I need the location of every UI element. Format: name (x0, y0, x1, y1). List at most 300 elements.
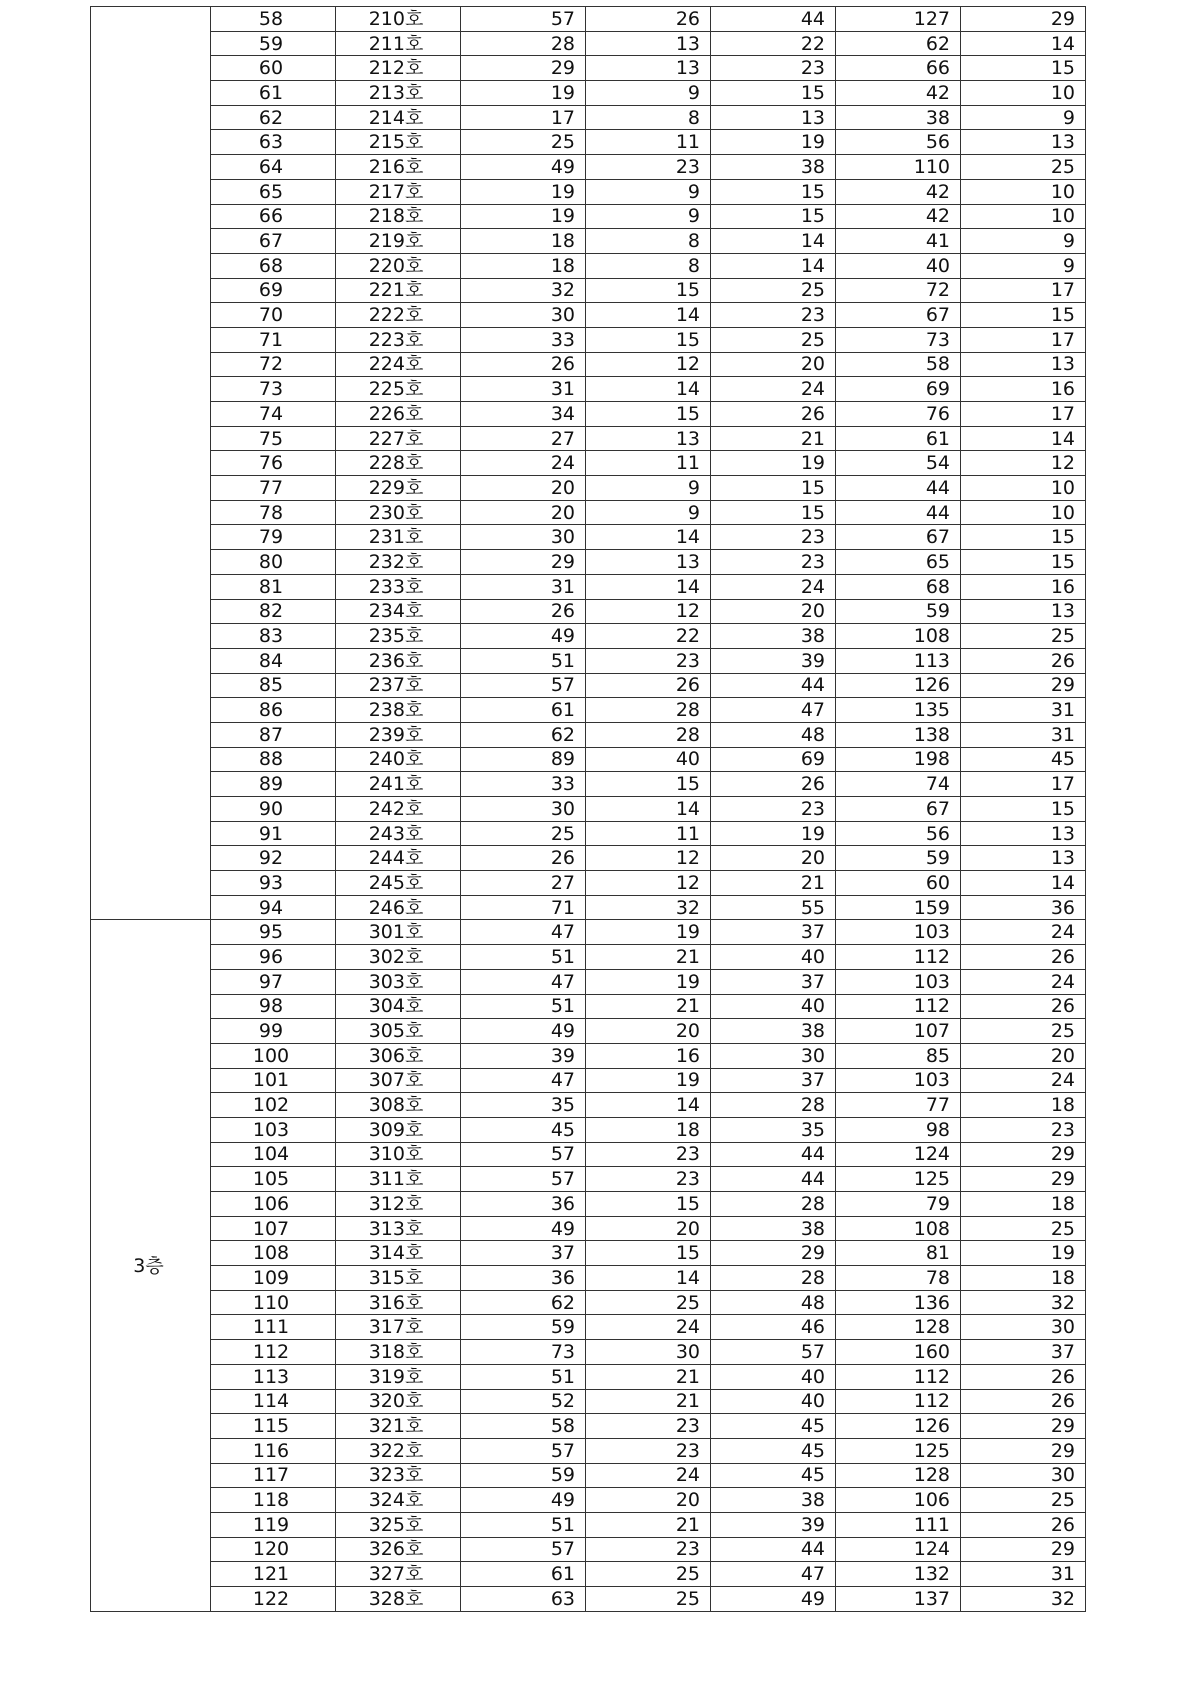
row-number-cell: 88 (211, 747, 336, 772)
row-number-cell: 99 (211, 1019, 336, 1044)
row-number-cell: 74 (211, 402, 336, 427)
room-cell: 235호 (336, 624, 461, 649)
value-cell: 38 (711, 1488, 836, 1513)
table-row (91, 229, 1086, 254)
row-number-cell: 98 (211, 994, 336, 1019)
room-cell: 326호 (336, 1537, 461, 1562)
value-cell: 9 (961, 253, 1086, 278)
table-row (91, 895, 1086, 920)
value-cell: 37 (711, 920, 836, 945)
table-row (91, 402, 1086, 427)
room-cell: 237호 (336, 673, 461, 698)
value-cell: 74 (836, 772, 961, 797)
value-cell: 29 (461, 56, 586, 81)
table-row (91, 31, 1086, 56)
value-cell: 30 (461, 303, 586, 328)
value-cell: 8 (586, 105, 711, 130)
value-cell: 17 (961, 278, 1086, 303)
value-cell: 23 (711, 56, 836, 81)
value-cell: 41 (836, 229, 961, 254)
value-cell: 13 (961, 352, 1086, 377)
value-cell: 25 (961, 155, 1086, 180)
row-number-cell: 76 (211, 451, 336, 476)
value-cell: 19 (461, 204, 586, 229)
value-cell: 15 (711, 81, 836, 106)
value-cell: 37 (711, 969, 836, 994)
value-cell: 30 (586, 1340, 711, 1365)
value-cell: 54 (836, 451, 961, 476)
value-cell: 30 (461, 797, 586, 822)
table-row (91, 1266, 1086, 1291)
value-cell: 20 (961, 1043, 1086, 1068)
value-cell: 132 (836, 1562, 961, 1587)
value-cell: 37 (961, 1340, 1086, 1365)
value-cell: 138 (836, 722, 961, 747)
value-cell: 59 (461, 1463, 586, 1488)
value-cell: 33 (461, 327, 586, 352)
value-cell: 42 (836, 204, 961, 229)
value-cell: 112 (836, 945, 961, 970)
value-cell: 49 (461, 624, 586, 649)
row-number-cell: 81 (211, 574, 336, 599)
value-cell: 13 (586, 56, 711, 81)
value-cell: 47 (461, 920, 586, 945)
value-cell: 32 (961, 1290, 1086, 1315)
table-row (91, 1512, 1086, 1537)
value-cell: 14 (586, 525, 711, 550)
value-cell: 23 (586, 648, 711, 673)
room-cell: 239호 (336, 722, 461, 747)
value-cell: 69 (711, 747, 836, 772)
table-row (91, 1315, 1086, 1340)
value-cell: 15 (961, 550, 1086, 575)
value-cell: 24 (711, 574, 836, 599)
value-cell: 21 (586, 994, 711, 1019)
value-cell: 36 (461, 1192, 586, 1217)
value-cell: 28 (586, 698, 711, 723)
value-cell: 32 (586, 895, 711, 920)
value-cell: 57 (461, 1142, 586, 1167)
value-cell: 29 (961, 1537, 1086, 1562)
room-cell: 301호 (336, 920, 461, 945)
row-number-cell: 91 (211, 821, 336, 846)
room-cell: 234호 (336, 599, 461, 624)
value-cell: 72 (836, 278, 961, 303)
value-cell: 31 (961, 698, 1086, 723)
room-cell: 216호 (336, 155, 461, 180)
room-cell: 229호 (336, 476, 461, 501)
row-number-cell: 100 (211, 1043, 336, 1068)
value-cell: 61 (836, 426, 961, 451)
value-cell: 18 (961, 1266, 1086, 1291)
row-number-cell: 90 (211, 797, 336, 822)
value-cell: 30 (961, 1315, 1086, 1340)
value-cell: 23 (711, 525, 836, 550)
row-number-cell: 80 (211, 550, 336, 575)
table-row (91, 204, 1086, 229)
room-cell: 302호 (336, 945, 461, 970)
value-cell: 89 (461, 747, 586, 772)
value-cell: 38 (711, 1019, 836, 1044)
row-number-cell: 114 (211, 1389, 336, 1414)
row-number-cell: 107 (211, 1216, 336, 1241)
row-number-cell: 106 (211, 1192, 336, 1217)
value-cell: 15 (586, 327, 711, 352)
value-cell: 24 (711, 377, 836, 402)
value-cell: 62 (461, 722, 586, 747)
value-cell: 31 (461, 377, 586, 402)
row-number-cell: 61 (211, 81, 336, 106)
value-cell: 29 (961, 1438, 1086, 1463)
value-cell: 103 (836, 920, 961, 945)
value-cell: 42 (836, 81, 961, 106)
row-number-cell: 86 (211, 698, 336, 723)
row-number-cell: 65 (211, 179, 336, 204)
value-cell: 67 (836, 303, 961, 328)
value-cell: 62 (461, 1290, 586, 1315)
room-cell: 226호 (336, 402, 461, 427)
table-row (91, 624, 1086, 649)
room-cell: 317호 (336, 1315, 461, 1340)
value-cell: 45 (711, 1438, 836, 1463)
value-cell: 15 (711, 500, 836, 525)
value-cell: 29 (961, 1142, 1086, 1167)
value-cell: 14 (586, 1266, 711, 1291)
row-number-cell: 84 (211, 648, 336, 673)
value-cell: 65 (836, 550, 961, 575)
room-cell: 217호 (336, 179, 461, 204)
value-cell: 19 (586, 920, 711, 945)
value-cell: 29 (711, 1241, 836, 1266)
data-table (90, 6, 1086, 1612)
value-cell: 23 (586, 1167, 711, 1192)
value-cell: 19 (461, 179, 586, 204)
value-cell: 26 (961, 1512, 1086, 1537)
value-cell: 29 (961, 1414, 1086, 1439)
table-row (91, 1537, 1086, 1562)
room-cell: 221호 (336, 278, 461, 303)
row-number-cell: 118 (211, 1488, 336, 1513)
room-cell: 245호 (336, 871, 461, 896)
value-cell: 19 (586, 1068, 711, 1093)
row-number-cell: 58 (211, 7, 336, 32)
value-cell: 18 (586, 1117, 711, 1142)
value-cell: 9 (586, 476, 711, 501)
room-cell: 211호 (336, 31, 461, 56)
value-cell: 10 (961, 476, 1086, 501)
value-cell: 85 (836, 1043, 961, 1068)
value-cell: 9 (586, 204, 711, 229)
row-number-cell: 105 (211, 1167, 336, 1192)
row-number-cell: 110 (211, 1290, 336, 1315)
row-number-cell: 97 (211, 969, 336, 994)
value-cell: 23 (586, 1438, 711, 1463)
value-cell: 14 (586, 1093, 711, 1118)
room-cell: 322호 (336, 1438, 461, 1463)
row-number-cell: 117 (211, 1463, 336, 1488)
value-cell: 11 (586, 130, 711, 155)
floor-cell: 3층 (91, 920, 211, 1611)
value-cell: 39 (711, 648, 836, 673)
value-cell: 16 (961, 574, 1086, 599)
value-cell: 15 (711, 179, 836, 204)
value-cell: 35 (711, 1117, 836, 1142)
value-cell: 19 (711, 451, 836, 476)
value-cell: 136 (836, 1290, 961, 1315)
value-cell: 44 (836, 500, 961, 525)
value-cell: 12 (961, 451, 1086, 476)
table-row (91, 7, 1086, 32)
value-cell: 38 (711, 155, 836, 180)
value-cell: 58 (836, 352, 961, 377)
value-cell: 15 (711, 204, 836, 229)
value-cell: 25 (961, 1019, 1086, 1044)
value-cell: 14 (586, 574, 711, 599)
table-row (91, 56, 1086, 81)
value-cell: 20 (711, 846, 836, 871)
value-cell: 12 (586, 871, 711, 896)
value-cell: 57 (711, 1340, 836, 1365)
table-row (91, 1216, 1086, 1241)
value-cell: 44 (836, 476, 961, 501)
value-cell: 10 (961, 500, 1086, 525)
value-cell: 18 (961, 1093, 1086, 1118)
value-cell: 15 (586, 1241, 711, 1266)
room-cell: 244호 (336, 846, 461, 871)
value-cell: 108 (836, 1216, 961, 1241)
table-row (91, 1389, 1086, 1414)
row-number-cell: 85 (211, 673, 336, 698)
value-cell: 16 (586, 1043, 711, 1068)
value-cell: 18 (461, 229, 586, 254)
table-row (91, 1192, 1086, 1217)
room-cell: 310호 (336, 1142, 461, 1167)
room-cell: 309호 (336, 1117, 461, 1142)
value-cell: 36 (961, 895, 1086, 920)
value-cell: 57 (461, 1438, 586, 1463)
value-cell: 12 (586, 846, 711, 871)
row-number-cell: 92 (211, 846, 336, 871)
value-cell: 14 (711, 229, 836, 254)
value-cell: 26 (586, 673, 711, 698)
value-cell: 26 (961, 1389, 1086, 1414)
value-cell: 112 (836, 1364, 961, 1389)
table-row (91, 599, 1086, 624)
value-cell: 13 (586, 550, 711, 575)
row-number-cell: 89 (211, 772, 336, 797)
value-cell: 126 (836, 673, 961, 698)
value-cell: 17 (961, 772, 1086, 797)
row-number-cell: 112 (211, 1340, 336, 1365)
table-row (91, 821, 1086, 846)
table-row (91, 179, 1086, 204)
value-cell: 9 (961, 229, 1086, 254)
table-row (91, 1167, 1086, 1192)
value-cell: 49 (461, 155, 586, 180)
value-cell: 14 (586, 797, 711, 822)
table-row (91, 278, 1086, 303)
room-cell: 308호 (336, 1093, 461, 1118)
value-cell: 35 (461, 1093, 586, 1118)
value-cell: 30 (961, 1463, 1086, 1488)
value-cell: 18 (461, 253, 586, 278)
value-cell: 11 (586, 821, 711, 846)
value-cell: 160 (836, 1340, 961, 1365)
value-cell: 14 (586, 303, 711, 328)
row-number-cell: 96 (211, 945, 336, 970)
value-cell: 57 (461, 673, 586, 698)
value-cell: 19 (711, 821, 836, 846)
value-cell: 77 (836, 1093, 961, 1118)
value-cell: 29 (961, 7, 1086, 32)
table-row (91, 1068, 1086, 1093)
room-cell: 233호 (336, 574, 461, 599)
room-cell: 231호 (336, 525, 461, 550)
value-cell: 29 (961, 673, 1086, 698)
value-cell: 73 (836, 327, 961, 352)
value-cell: 20 (586, 1488, 711, 1513)
value-cell: 125 (836, 1438, 961, 1463)
value-cell: 57 (461, 7, 586, 32)
room-cell: 241호 (336, 772, 461, 797)
value-cell: 24 (586, 1463, 711, 1488)
room-cell: 210호 (336, 7, 461, 32)
row-number-cell: 120 (211, 1537, 336, 1562)
value-cell: 69 (836, 377, 961, 402)
value-cell: 51 (461, 648, 586, 673)
value-cell: 198 (836, 747, 961, 772)
value-cell: 56 (836, 130, 961, 155)
value-cell: 26 (461, 599, 586, 624)
table-row (91, 1043, 1086, 1068)
value-cell: 13 (961, 599, 1086, 624)
value-cell: 60 (836, 871, 961, 896)
value-cell: 15 (586, 402, 711, 427)
table-row (91, 1142, 1086, 1167)
table-row (91, 476, 1086, 501)
value-cell: 12 (586, 599, 711, 624)
room-cell: 223호 (336, 327, 461, 352)
table-row (91, 698, 1086, 723)
value-cell: 39 (461, 1043, 586, 1068)
value-cell: 13 (961, 846, 1086, 871)
value-cell: 20 (461, 476, 586, 501)
value-cell: 59 (461, 1315, 586, 1340)
row-number-cell: 60 (211, 56, 336, 81)
value-cell: 52 (461, 1389, 586, 1414)
value-cell: 31 (961, 722, 1086, 747)
value-cell: 29 (461, 550, 586, 575)
value-cell: 128 (836, 1315, 961, 1340)
value-cell: 28 (711, 1192, 836, 1217)
table-row (91, 352, 1086, 377)
table-row (91, 1364, 1086, 1389)
value-cell: 26 (711, 772, 836, 797)
row-number-cell: 73 (211, 377, 336, 402)
value-cell: 124 (836, 1537, 961, 1562)
room-cell: 238호 (336, 698, 461, 723)
value-cell: 17 (961, 327, 1086, 352)
value-cell: 15 (586, 278, 711, 303)
value-cell: 68 (836, 574, 961, 599)
row-number-cell: 93 (211, 871, 336, 896)
room-cell: 314호 (336, 1241, 461, 1266)
value-cell: 47 (711, 1562, 836, 1587)
value-cell: 45 (961, 747, 1086, 772)
value-cell: 21 (586, 1389, 711, 1414)
room-cell: 316호 (336, 1290, 461, 1315)
value-cell: 107 (836, 1019, 961, 1044)
value-cell: 49 (711, 1587, 836, 1612)
room-cell: 303호 (336, 969, 461, 994)
value-cell: 51 (461, 1364, 586, 1389)
table-row (91, 1463, 1086, 1488)
room-cell: 304호 (336, 994, 461, 1019)
room-cell: 243호 (336, 821, 461, 846)
value-cell: 37 (461, 1241, 586, 1266)
value-cell: 19 (961, 1241, 1086, 1266)
value-cell: 25 (711, 327, 836, 352)
value-cell: 9 (586, 81, 711, 106)
table-row (91, 1019, 1086, 1044)
table-row (91, 105, 1086, 130)
value-cell: 40 (711, 945, 836, 970)
value-cell: 63 (461, 1587, 586, 1612)
row-number-cell: 113 (211, 1364, 336, 1389)
row-number-cell: 77 (211, 476, 336, 501)
row-number-cell: 115 (211, 1414, 336, 1439)
value-cell: 25 (961, 624, 1086, 649)
value-cell: 26 (711, 402, 836, 427)
value-cell: 78 (836, 1266, 961, 1291)
value-cell: 38 (711, 624, 836, 649)
value-cell: 25 (711, 278, 836, 303)
value-cell: 103 (836, 969, 961, 994)
value-cell: 71 (461, 895, 586, 920)
value-cell: 32 (961, 1587, 1086, 1612)
table-row (91, 747, 1086, 772)
value-cell: 45 (711, 1414, 836, 1439)
value-cell: 15 (586, 1192, 711, 1217)
value-cell: 15 (586, 772, 711, 797)
value-cell: 26 (586, 7, 711, 32)
table-row (91, 500, 1086, 525)
value-cell: 24 (461, 451, 586, 476)
value-cell: 112 (836, 994, 961, 1019)
value-cell: 14 (961, 426, 1086, 451)
table-row (91, 1117, 1086, 1142)
value-cell: 13 (586, 31, 711, 56)
table-row (91, 1290, 1086, 1315)
row-number-cell: 122 (211, 1587, 336, 1612)
room-cell: 313호 (336, 1216, 461, 1241)
value-cell: 8 (586, 253, 711, 278)
room-cell: 318호 (336, 1340, 461, 1365)
value-cell: 24 (961, 1068, 1086, 1093)
room-cell: 306호 (336, 1043, 461, 1068)
value-cell: 21 (586, 1512, 711, 1537)
room-cell: 325호 (336, 1512, 461, 1537)
value-cell: 19 (586, 969, 711, 994)
row-number-cell: 119 (211, 1512, 336, 1537)
value-cell: 27 (461, 426, 586, 451)
value-cell: 79 (836, 1192, 961, 1217)
row-number-cell: 66 (211, 204, 336, 229)
value-cell: 124 (836, 1142, 961, 1167)
room-cell: 236호 (336, 648, 461, 673)
table-row (91, 673, 1086, 698)
value-cell: 9 (586, 179, 711, 204)
